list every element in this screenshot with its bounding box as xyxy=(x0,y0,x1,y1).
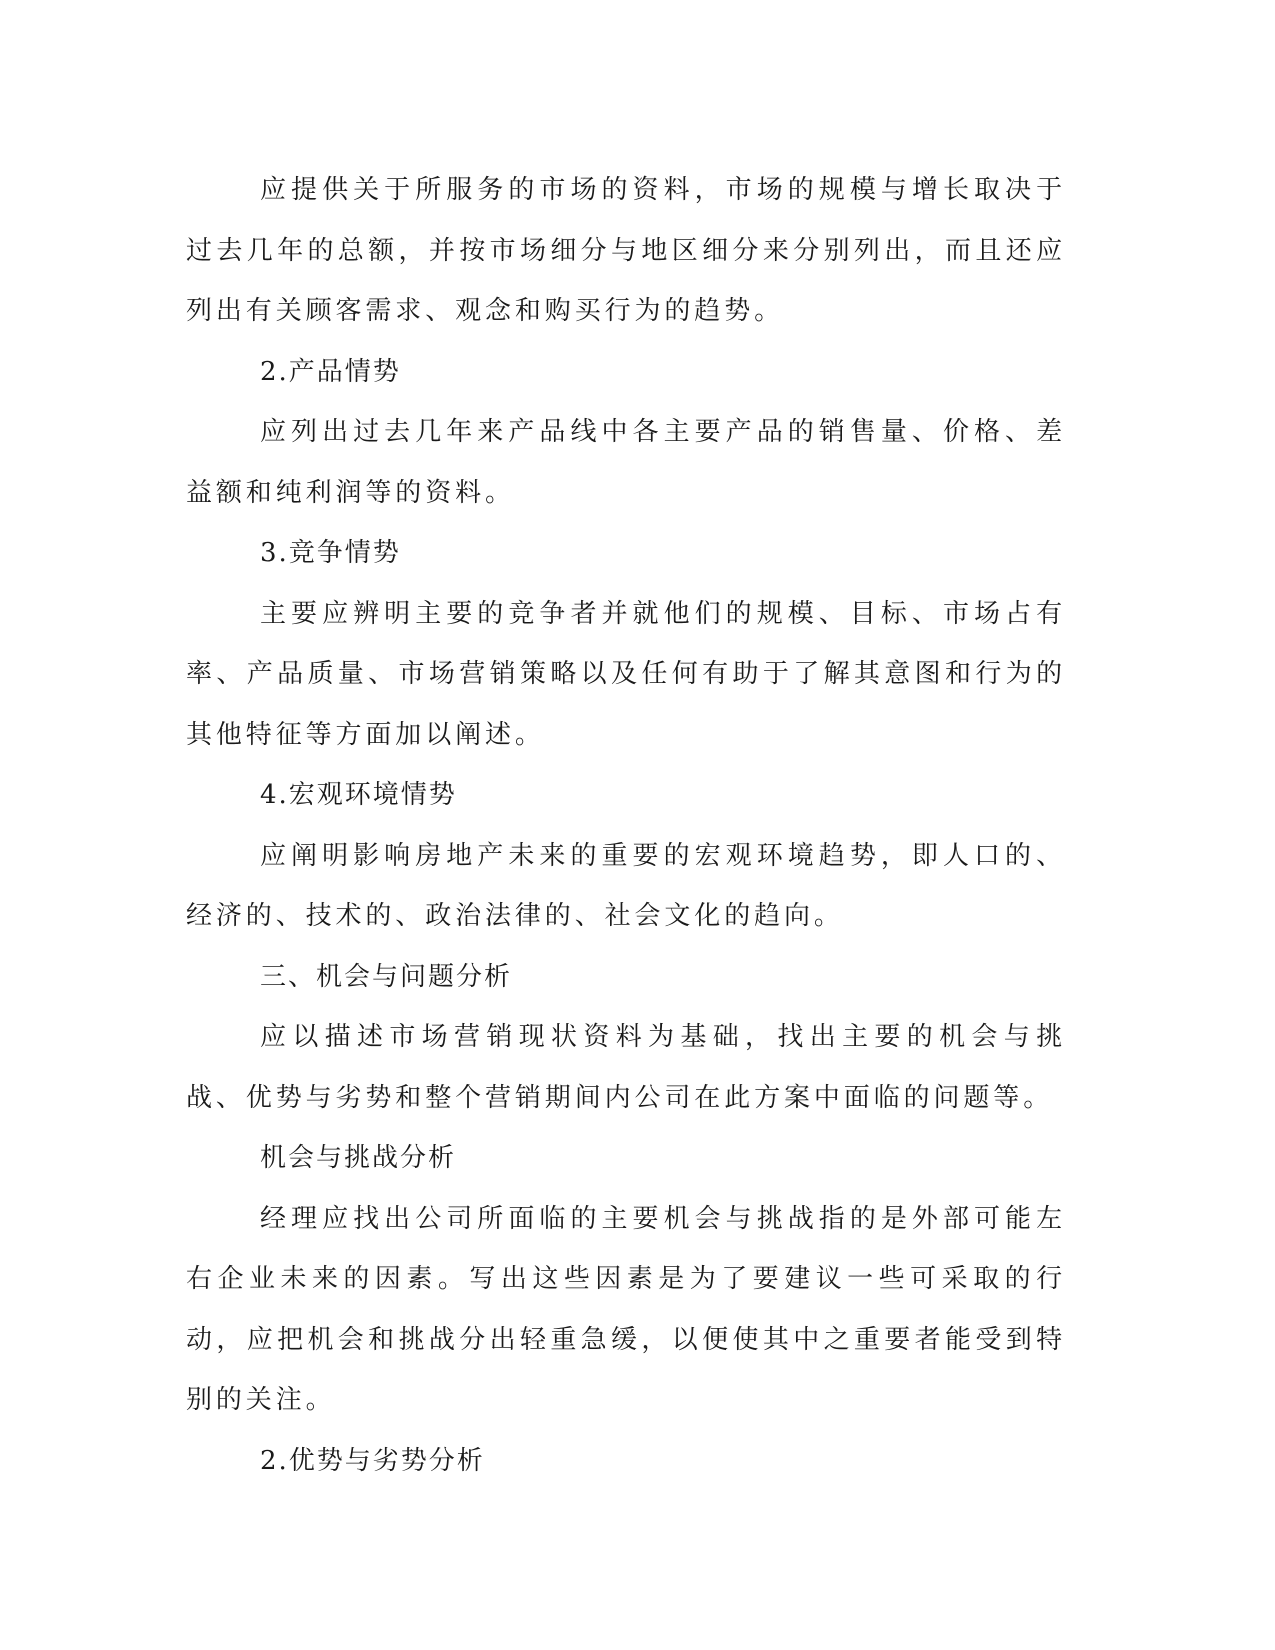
heading-opportunity-challenge-analysis: 机会与挑战分析 xyxy=(260,1143,457,1173)
heading-opportunity-problem-analysis: 三、机会与问题分析 xyxy=(260,961,513,992)
paragraph-macro-environment: 应阐明影响房地产未来的重要的宏观环境趋势，即人口的、经济的、技术的、政治法律的、社会文化的趋向。 xyxy=(186,840,1066,931)
heading-product-situation: 2.产品情势 xyxy=(260,356,401,387)
document-body xyxy=(186,160,1066,1491)
paragraph-opportunity-challenge-analysis: 经理应找出公司所面临的主要机会与挑战指的是外部可能左右企业未来的因素。写出这些因素是为了要建议一些可采取的行动，应把机会和挑战分出轻重急缓，以便使其中之重要者能受到特别的关注。 xyxy=(186,1203,1066,1415)
paragraph-product-situation: 应列出过去几年来产品线中各主要产品的销售量、价格、差益额和纯利润等的资料。 xyxy=(186,417,1066,508)
paragraph-opportunity-problem-analysis: 应以描述市场营销现状资料为基础，找出主要的机会与挑战、优势与劣势和整个营销期间内公司在此方案中面临的问题等。 xyxy=(186,1022,1066,1113)
paragraph-competition-situation: 主要应辨明主要的竞争者并就他们的规模、目标、市场占有率、产品质量、市场营销策略以及任何有助于了解其意图和行为的其他特征等方面加以阐述。 xyxy=(186,598,1066,750)
heading-macro-environment: 4.宏观环境情势 xyxy=(260,780,457,810)
heading-competition-situation: 3.竞争情势 xyxy=(260,538,401,568)
paragraph-market-situation: 应提供关于所服务的市场的资料，市场的规模与增长取决于过去几年的总额，并按市场细分与地区细分来分别列出，而且还应列出有关顾客需求、观念和购买行为的趋势。 xyxy=(186,175,1066,326)
heading-strength-weakness-analysis: 2.优势与劣势分析 xyxy=(260,1445,485,1476)
